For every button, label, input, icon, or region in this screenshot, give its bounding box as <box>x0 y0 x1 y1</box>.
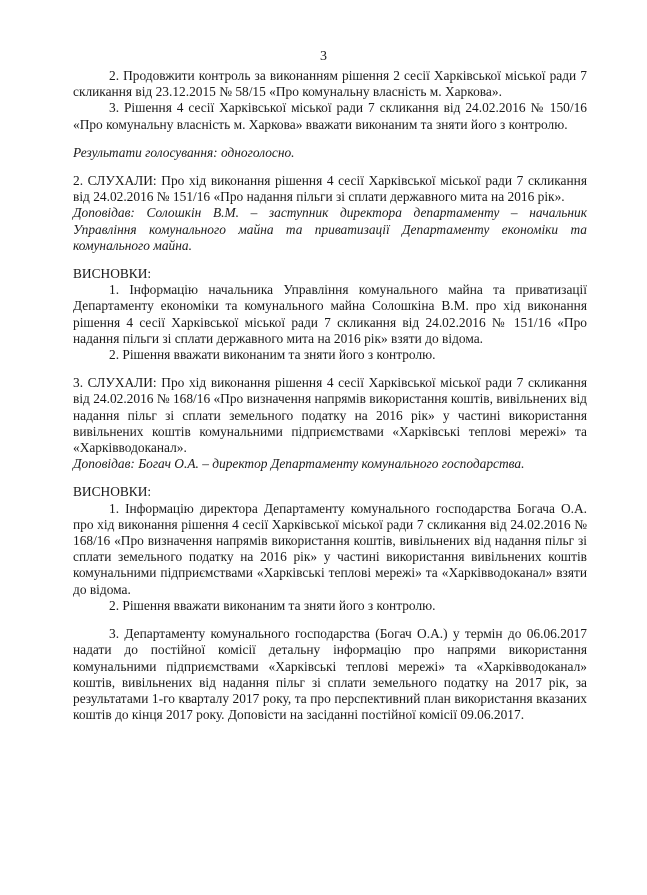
conclusion-2-item-2: 2. Рішення вважати виконаним та зняти його з контролю. <box>109 597 436 613</box>
page-number: 3 <box>320 49 327 64</box>
speaker-item-3: Доповідав: Богач О.А. – директор Департаменту комунального господарства. <box>73 456 525 472</box>
heard-item-3: 3. СЛУХАЛИ: Про хід виконання рішення 4 сесії Харківської міської ради 7 скликання від 24.02.2016 № 168/16 «Про визначення напрямів використання коштів, вивільнених від надання пільг зі сплати земельного податку на 2016 рік» у частині використання вивільнених коштів комунальними підприємствами «Харківські теплові мережі» та «Харківводоканал». <box>73 375 587 456</box>
conclusion-2-item-3: 3. Департаменту комунального господарства (Богач О.А.) у термін до 06.06.2017 надати до постійної комісії детальну інформацію про напрями використання комунальними підприємствами «Харківські теплові мережі» та «Харківводоканал» коштів, вивільнених від надання пільг зі сплати земельного податку на 2017 рік, за результатами 1-го кварталу 2017 року, та про перспективний план використання вказаних коштів до кінця 2017 року. Доповісти на засіданні постійної комісії 09.06.2017. <box>73 626 587 723</box>
conclusion-1-item-2: 2. Рішення вважати виконаним та зняти його з контролю. <box>109 347 436 363</box>
paragraph-continue-control: 2. Продовжити контроль за виконанням рішення 2 сесії Харківської міської ради 7 скликання від 23.12.2015 № 58/15 «Про комунальну власність м. Харкова». <box>73 68 587 100</box>
conclusions-heading-1: ВИСНОВКИ: <box>73 266 152 282</box>
paragraph-decision-fulfilled: 3. Рішення 4 сесії Харківської міської ради 7 скликання від 24.02.2016 № 150/16 «Про комунальну власність м. Харкова» вважати виконаним та зняти його з контролю. <box>73 100 587 132</box>
conclusions-heading-2: ВИСНОВКИ: <box>73 484 152 500</box>
conclusion-1-item-1: 1. Інформацію начальника Управління комунального майна та приватизації Департаменту економіки та комунального майна Солошкіна В.М. про хід виконання рішення 4 сесії Харківської міської ради 7 скликання від 24.02.2016 № 151/16 «Про надання пільги зі сплати державного мита на 2016 рік» взяти до відома. <box>73 282 587 346</box>
conclusion-2-item-1: 1. Інформацію директора Департаменту комунального господарства Богача О.А. про хід виконання рішення 4 сесії Харківської міської ради 7 скликання від 24.02.2016 № 168/16 «Про визначення напрямів використання коштів, вивільнених від надання пільг зі сплати земельного податку на 2016 рік» у частині використання вивільнених коштів комунальними підприємствами «Харківські теплові мережі» та «Харківводоканал» взяти до відома. <box>73 500 587 597</box>
heard-item-2: 2. СЛУХАЛИ: Про хід виконання рішення 4 сесії Харківської міської ради 7 скликання від 24.02.2016 № 151/16 «Про надання пільги зі сплати державного мита на 2016 рік». <box>73 173 587 205</box>
speaker-item-2: Доповідав: Солошкін В.М. – заступник директора департаменту – начальник Управління комунального майна та приватизації Департаменту економіки та комунального майна. <box>73 205 587 253</box>
document-body <box>73 68 587 723</box>
voting-results: Результати голосування: одноголосно. <box>73 144 295 160</box>
